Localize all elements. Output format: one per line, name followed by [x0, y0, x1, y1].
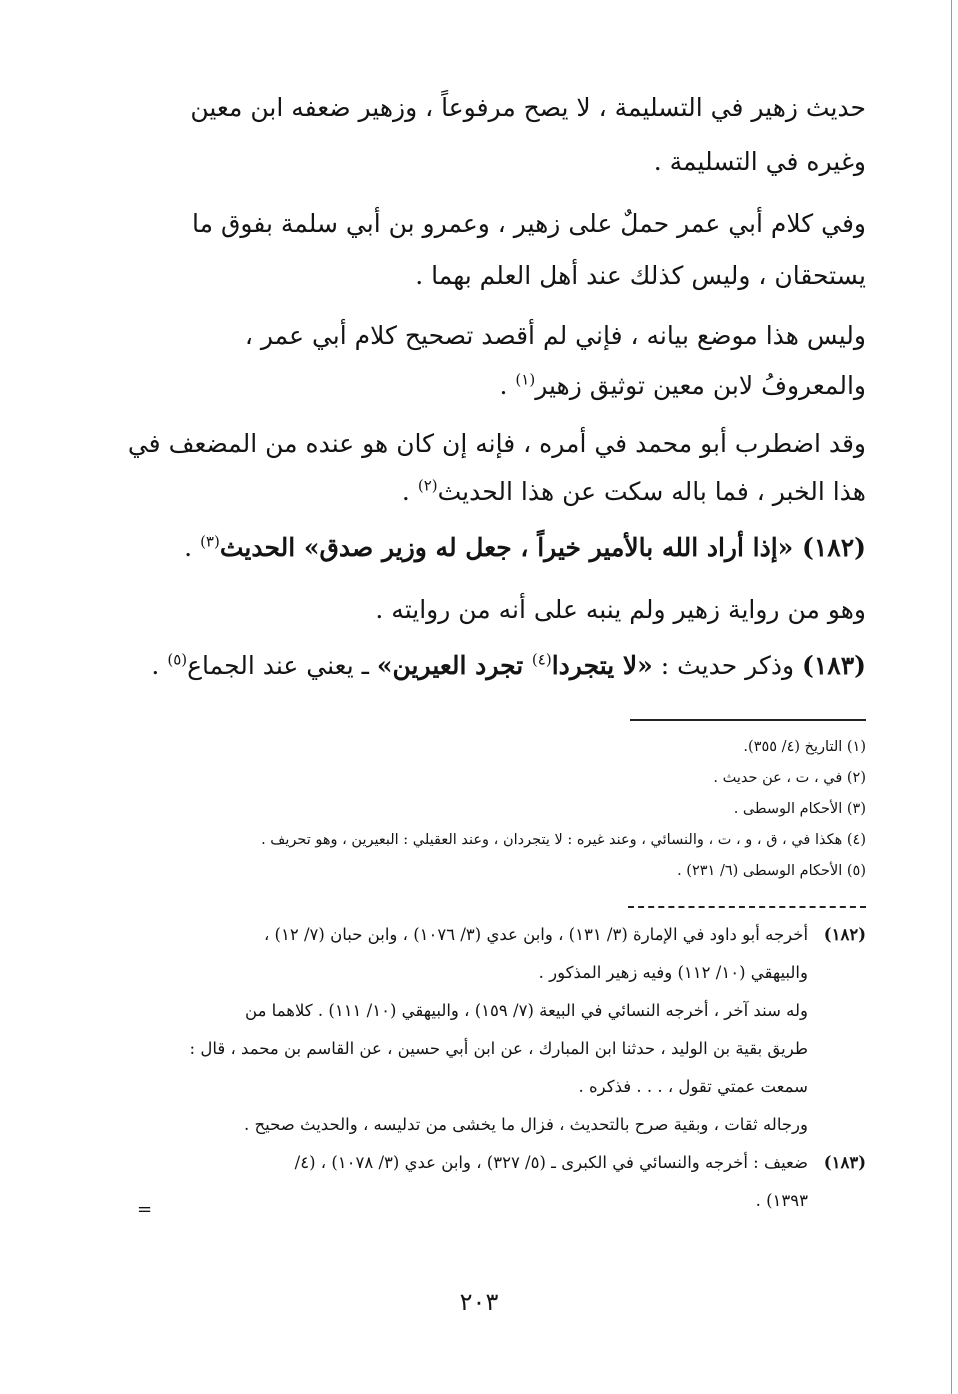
continuation-mark: = — [137, 1199, 153, 1220]
footnote-divider — [630, 719, 866, 721]
body-line — [156, 204, 866, 244]
text: وغيره في التسليمة . — [653, 147, 866, 176]
hadith-text: «إذا أراد الله بالأمير خيراً ، جعل له وزير صدق» الحديث — [219, 533, 803, 562]
takhrij-line: ورجاله ثقات ، وبقية صرح بالتحديث ، فزال ما يخشى من تدليسه ، والحديث صحيح . — [243, 1115, 808, 1134]
text: حديث زهير في التسليمة ، لا يصح مرفوعاً ، وزهير ضعفه ابن معين — [190, 93, 866, 122]
text: . — [184, 533, 201, 562]
hadith-number: (١٨٢) — [802, 533, 866, 562]
text: وقد اضطرب أبو محمد في أمره ، فإنه إن كان هو عنده من المضعف في — [127, 429, 866, 458]
hadith-number: (١٨٣) — [802, 651, 866, 680]
takhrij-line: وله سند آخر ، أخرجه النسائي في البيعة (٧/ ١٥٩) ، والبيهقي (١٠/ ١١١) . كلاهما من — [245, 1001, 808, 1020]
hadith-text: تجرد العيرين» — [376, 651, 532, 680]
body-line — [156, 366, 866, 406]
hadith-182 — [156, 528, 866, 568]
page-number: ٢٠٣ — [459, 1288, 499, 1316]
body-line — [156, 88, 866, 128]
footnote: (٤) هكذا في ، ق ، و ، ت ، والنسائي ، وعند غيره : لا يتجردان ، وعند العقيلي : البعيرين ، وهو تحريف . — [261, 832, 866, 848]
takhrij-line: طريق بقية بن الوليد ، حدثنا ابن المبارك ، عن ابن أبي حسين ، عن القاسم بن محمد ، قال : — [189, 1039, 808, 1058]
body-line — [156, 256, 866, 296]
text: . — [401, 477, 418, 506]
footnote: (٥) الأحكام الوسطى (٦/ ٢٣١) . — [677, 863, 866, 879]
footnote: (١) التاريخ (٤/ ٣٥٥). — [743, 739, 866, 755]
takhrij-line: والبيهقي (١٠/ ١١٢) وفيه زهير المذكور . — [538, 963, 808, 982]
hadith-183 — [151, 646, 866, 686]
body-line — [156, 316, 866, 356]
text: هذا الخبر ، فما باله سكت عن هذا الحديث — [437, 477, 866, 506]
body-line — [156, 590, 866, 630]
footnote-ref[interactable]: (٢) — [417, 476, 438, 495]
takhrij-divider — [628, 906, 866, 908]
takhrij-number: (١٨٢) — [823, 925, 866, 944]
text: ـ يعني عند الجماع — [187, 651, 377, 680]
text: وفي كلام أبي عمر حملٌ على زهير ، وعمرو بن أبي سلمة بفوق ما — [192, 209, 866, 238]
footnote: (٣) الأحكام الوسطى . — [733, 801, 866, 817]
takhrij-line — [264, 920, 866, 950]
text: ضعيف : أخرجه والنسائي في الكبرى ـ (٥/ ٣٢٧) ، وابن عدي (٣/ ١٠٧٨) ، (٤/ — [294, 1153, 809, 1172]
footnote-ref[interactable]: (٣) — [200, 532, 220, 551]
footnote: (٢) في ، ت ، عن حديث . — [713, 770, 866, 786]
hadith-text: «لا يتجردا — [551, 651, 653, 680]
body-line — [156, 142, 866, 182]
text: والمعروفُ لابن معين توثيق زهير — [535, 371, 866, 400]
text: وهو من رواية زهير ولم ينبه على أنه من روايته . — [375, 595, 866, 624]
takhrij-line: ١٣٩٣) . — [755, 1191, 808, 1210]
text: أخرجه أبو داود في الإمارة (٣/ ١٣١) ، وابن عدي (٣/ ١٠٧٦) ، وابن حبان (٧/ ١٢) ، — [263, 925, 809, 944]
takhrij-number: (١٨٣) — [823, 1153, 866, 1172]
footnote-ref[interactable]: (١) — [515, 370, 536, 389]
text: يستحقان ، وليس كذلك عند أهل العلم بهما . — [415, 261, 866, 290]
text: . — [151, 651, 168, 680]
takhrij-line — [295, 1148, 866, 1178]
takhrij-line: سمعت عمتي تقول ، . . . فذكره . — [578, 1077, 808, 1096]
text: وليس هذا موضع بيانه ، فإني لم أقصد تصحيح كلام أبي عمر ، — [244, 321, 866, 350]
body-line — [156, 472, 866, 512]
text: . — [499, 371, 516, 400]
footnote-ref[interactable]: (٥) — [167, 650, 188, 669]
footnote-ref[interactable]: (٤) — [531, 650, 552, 669]
body-line — [127, 424, 866, 464]
text: وذكر حديث : — [652, 651, 803, 680]
page-edge — [951, 0, 952, 1394]
